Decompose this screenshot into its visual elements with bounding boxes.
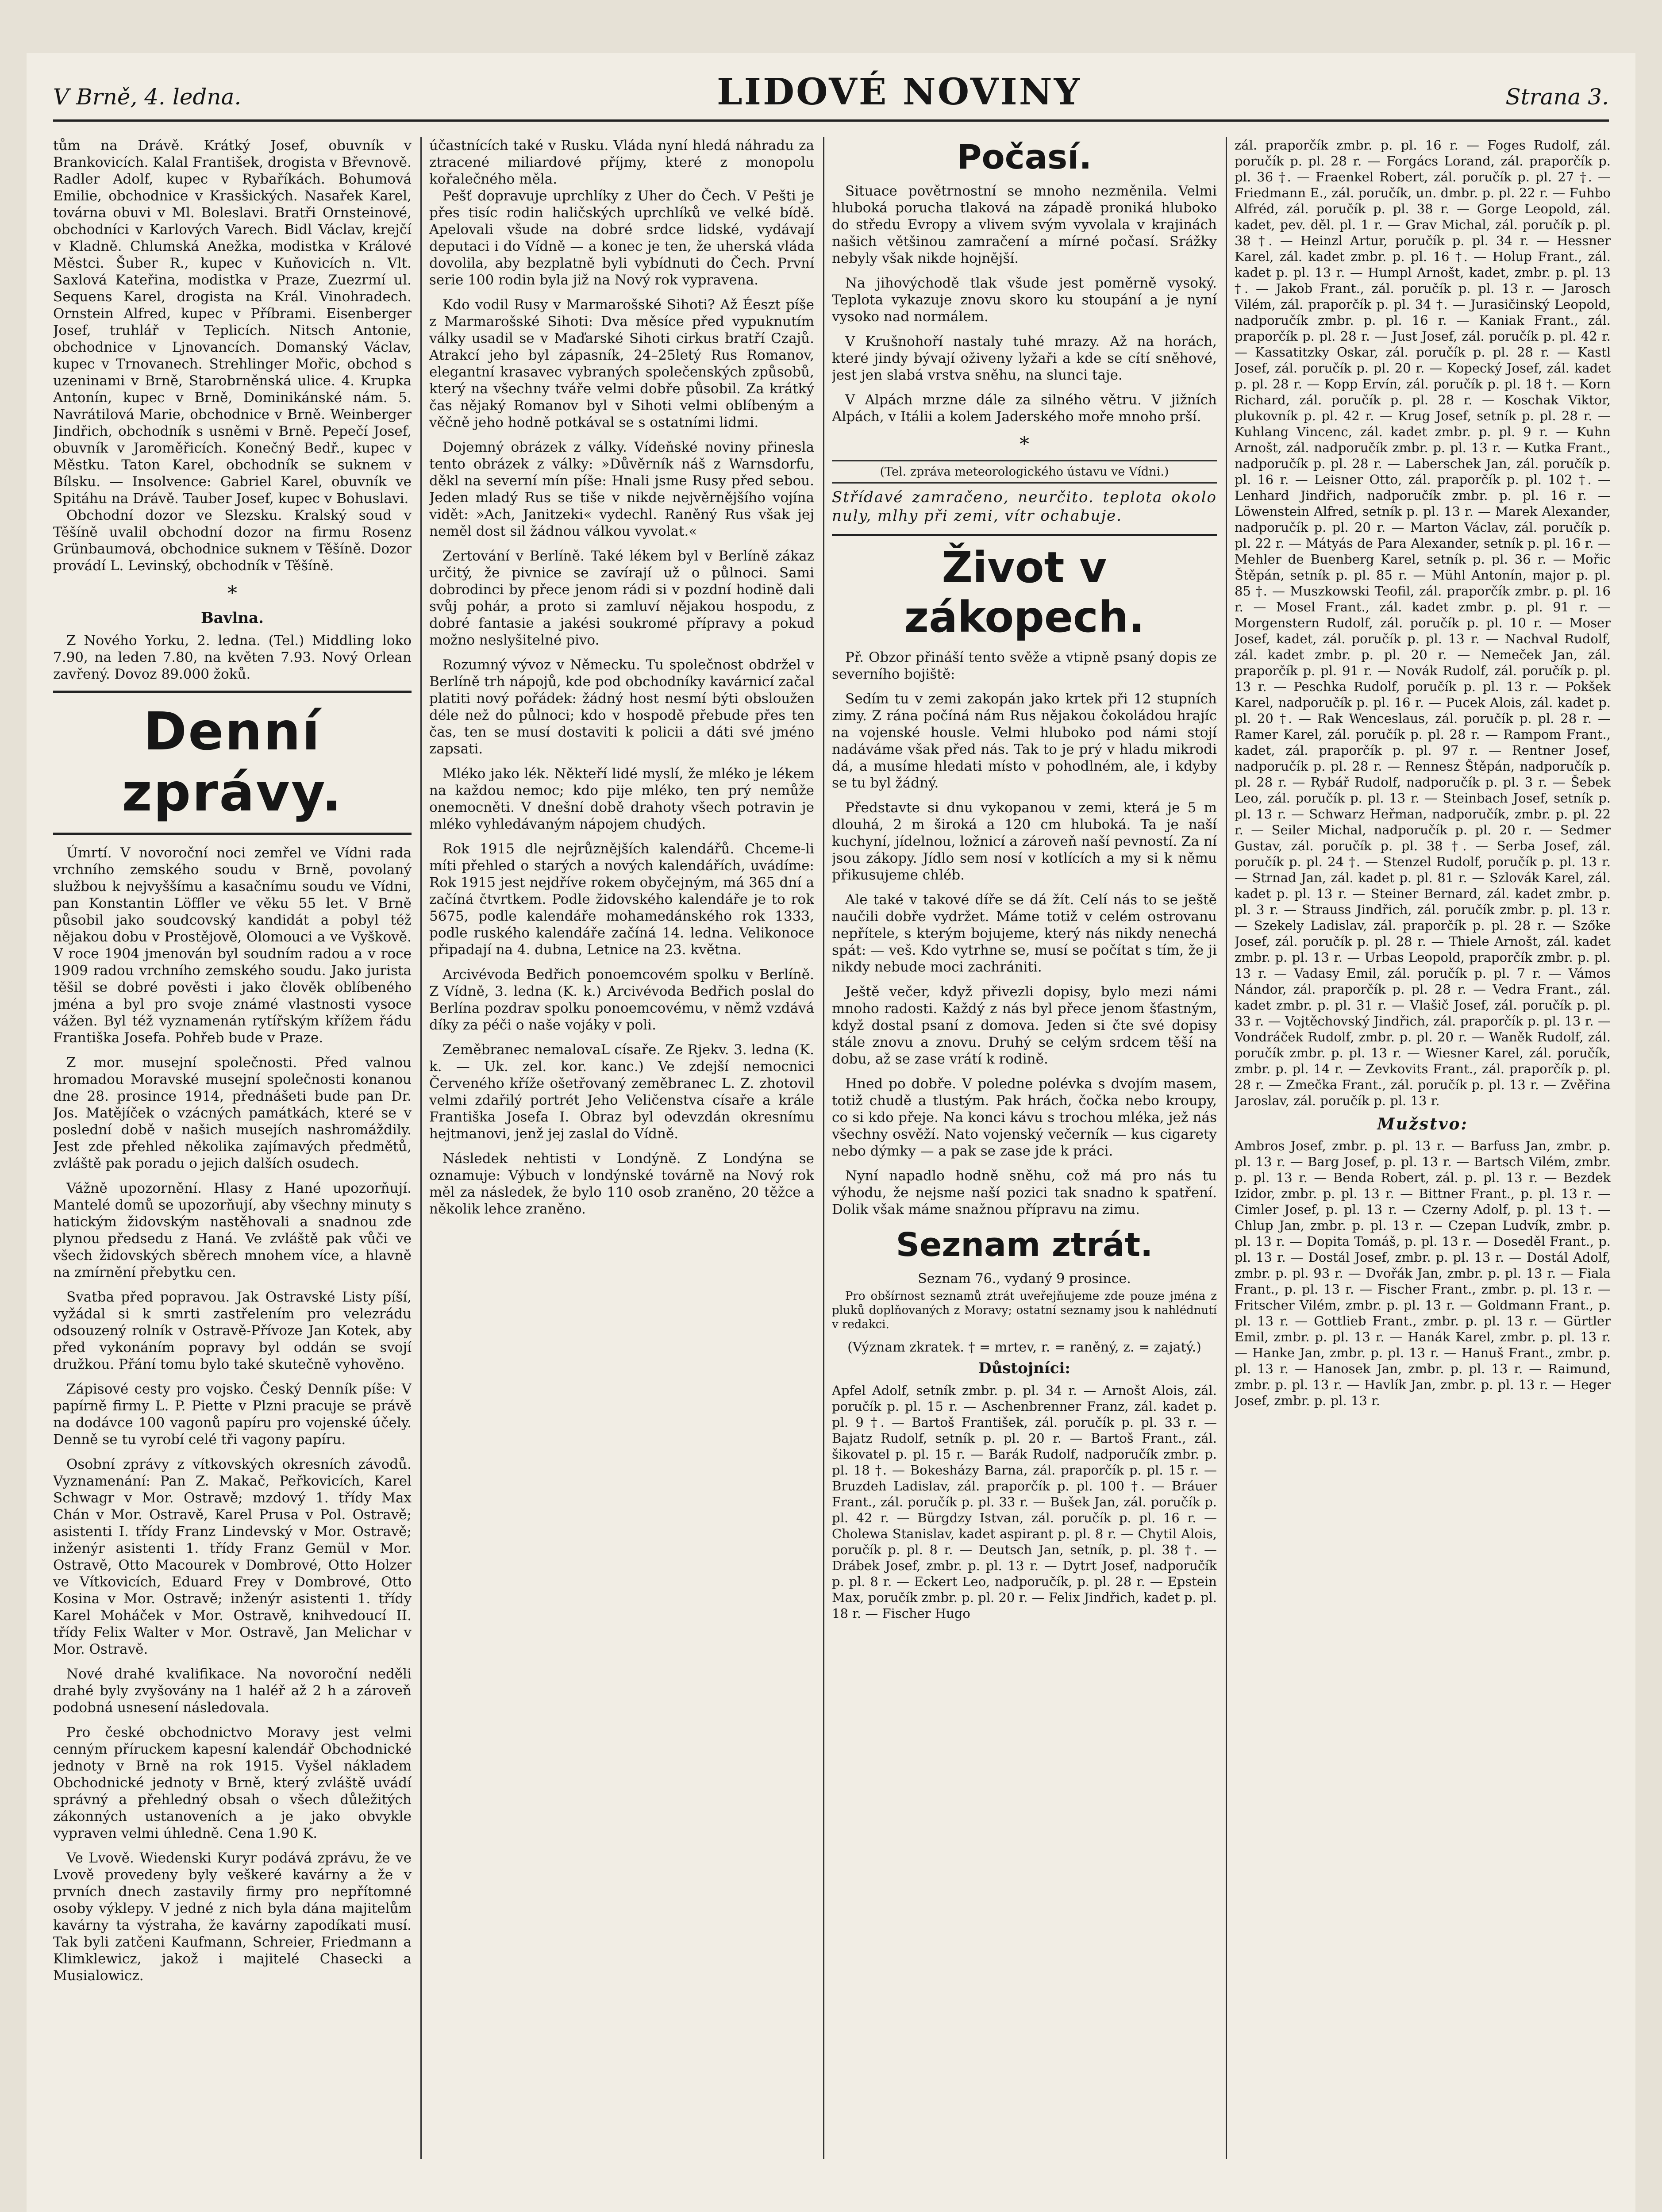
article-london: Následek nehtisti v Londýně. Z Londýna se oznamuje: Výbuch v londýnské továrně na Nový rok měl za následek, že bylo 110 osob zraněno, 20 těžce a několik lehce zraněno. [429,1151,814,1217]
article-portrait: Zeměbranec nemalovaL císaře. Ze Rjekv. 3. ledna (K. k. — Uk. zel. kor. kanc.) Ve zdejší nemocnici Červeného kříže ošetřovaný zeměbranec L. Z. zhotovil velmi zdařilý portrét Jeho Veličenstva císaře a krále Františka Josefa I. Obraz byl odevzdán okresnímu hejtmanovi, jenž jej zaslal do Vídně. [429,1042,814,1142]
casualty-list-number: Seznam 76., vydaný 9 prosince. [918,1271,1131,1286]
weather-krusne: V Krušnohoří nastaly tuhé mrazy. Až na horách, které jindy bývají oživeny lyžaři a kde se cítí sněhové, jest jen slabá vrstva sněhu, na slunci taje. [832,334,1217,383]
officers-list: Apfel Adolf, setník zmbr. p. pl. 34 r. — Arnošt Alois, zál. poručík p. pl. 15 r. — Aschenbrenner Franz, zál. kadet p. pl. 9 †. — Bartoš František, zál. poručík p. pl. 33 r. — Bajatz Rudolf, setník p. pl. 20 r. — Bartoš Frant., zál. šikovatel p. pl. 15 r. — Barák Rudolf, nadporučík zmbr. p. pl. 18 †. — Bokesházy Barna, zál. praporčík p. pl. 15 r. — Bruzdeh Ladislav, zál. praporčík p. pl. 100 †. — Bráuer Frant., zál. poručík p. pl. 33 r. — Bušek Jan, zál. poručík p. pl. 42 r. — Bürgdzy Istvan, zál. poručík p. pl. 16 r. — Cholewa Stanislav, kadet aspirant p. pl. 8 r. — Chytil Alois, poručík p. pl. 8 r. — Deutsch Jan, setník, p. pl. 38 †. — Drábek Josef, zmbr. p. pl. 13 r. — Dytrt Josef, nadporučík p. pl. 8 r. — Eckert Leo, nadporučík, p. pl. 28 r. — Epstein Max, poručík zmbr. p. pl. 20 r. — Felix Jindřich, kadet p. pl. 18 r. — Fischer Hugo [832,1383,1217,1621]
article-year-1915: Rok 1915 dle nejrůznějších kalendářů. Chceme-li míti přehled o starých a nových kalendářích, uvádíme: Rok 1915 jest nejdříve rokem obyčejným, má 365 dní a začíná čtvrtkem. Podle židovského kalendáře je to rok 5675, podle kalendáře mohamedánského rok 1333, podle ruského kalendáře začíná 14. ledna. Velikonoce připadají na 4. dubna, Letnice na 23. května. [429,841,814,958]
weather-southeast: Na jihovýchodě tlak všude jest poměrně vysoký. Teplota vykazuje znovu skoro ku stoupání a je nyní vysoko nad normálem. [832,275,1217,325]
place-date: V Brně, 4. ledna. [53,84,242,110]
article-tram: Nové drahé kvalifikace. Na novoroční neděli drahé byly zvyšovány na 1 haléř až 2 h a zároveň podobná usnesení následovala. [53,1666,412,1716]
article-supervision: Obchodní dozor ve Slezsku. Kralský soud v Těšíně uvalil obchodní dozor na firmu Rosenz Grünbaumová, obchodnice suknem v Těšíně. Dozor provádí L. Levinský, obchodník v Těšíně. [53,507,412,574]
article-continuation: účastnících také v Rusku. Vláda nyní hledá náhradu za ztracené miliardové příjmy, které z monopolu kořalečného měla. [429,138,814,187]
article-refugees: Pešť dopravuje uprchlíky z Uher do Čech. V Pešti je přes tisíc rodin haličských uprchlíků ve velké bídě. Apelovali všude na dobré srdce lidské, vydávají deputaci i do Vídně — a konec je ten, že uherská vláda dovolila, aby bezplatně byli vybídnuti do Čech. První serie 100 rodin byla již na Nový rok vypravena. [429,188,814,288]
article-milk: Mléko jako lék. Někteří lidé myslí, že mléko je lékem na každou nemoc; kdo pije mléko, ten prý nemůže onemocněti. V dnešní době drahoty všech potravin je mléko vyhledávaným nápojem chudých. [429,766,814,832]
article-calendar: Pro české obchodnictvo Moravy jest velmi cenným příruckem kapesní kalendář Obchodnické jednoty v Brně na rok 1915. Vyšel nákladem Obchodnické jednoty v Brně, který zvláště uvádí správný a přehledný obsah o všech důležitých zákonných ustanoveních a je jako obvykle vypraven velmi úhledně. Cena 1.90 K. [53,1724,412,1841]
trench-paragraph: Nyní napadlo hodně sněhu, což má pro nás tu výhodu, že nejsme naší pozici tak snadno k spatření. Dolik však máme snažnou přípravu na zimu. [832,1168,1217,1217]
bankruptcy-list: tům na Drávě. Krátký Josef, obuvník v Brankovicích. Kalal František, drogista v Břevnově. Radler Adolf, kupec v Rybaříkách. Bohumová Emilie, obchodnice v Krasšických. Nasařek Karel, továrna obuvi v Ml. Boleslavi. Bratři Ornsteinové, obchodníci v Karlových Varech. Bidl Václav, krejčí v Kladně. Chlumská Anežka, modistka v Králové Městci. Šuber R., kupec v Kuňovicích n. Vlt. Saxlová Kateřina, modistka v Praze, Zuezrmí ul. Sequens Karel, drogista na Král. Vinohradech. Ornstein Alfred, kupec v Příbrami. Eisenberger Josef, truhlář v Teplicích. Nitsch Antonie, obchodnice v Ljnovancích. Domanský Václav, kupec v Trnovanech. Strehlinger Mořic, obchod s uzeninami v Brně, Starobrněnská ulice. 4. Krupka Antonín, kupec v Brně, Dominikánské nám. 5. Navrátilová Marie, obchodnice v Brně. Weinberger Jindřich, obchodník s usněmi v Brně. Pepečí Josef, obuvník v Jaroměřicích. Konečný Bedř., kupec v Městku. Taton Karel, obchodník se suknem v Bílsku. — Insolvence: Gabriel Karel, obuvník ve Spitáhu na Drávě. Tauber Josef, kupec v Bohuslavi. [53,138,412,507]
trench-paragraph: Sedím tu v zemi zakopán jako krtek při 12 stupních zimy. Z rána počíná nám Rus nějakou čokoládou hrajíc na vojenské housle. Velmi hluboko pod námi stojí nadáváme však před nás. Tak to je prý v hladu mikrodi dá, a musíme hledati místo v pohodlném, ale, i kdyby se tu byl žádný. [832,691,1217,791]
article-archduke: Arcivévoda Bedřich ponoemcovém spolku v Berlíně. Z Vídně, 3. ledna (K. k.) Arcivévoda Bedřich poslal do Berlína pozdrav spolku ponoemcovému, v němž vzdává díky za péči o naše vojáky v poli. [429,967,814,1033]
trench-intro: Př. Obzor přináší tento svěže a vtipně psaný dopis ze severního bojiště: [832,649,1217,682]
column-rule [420,137,422,2159]
officers-heading: Důstojníci: [978,1359,1070,1377]
weather-source: (Tel. zpráva meteorologického ústavu ve Vídni.) [832,460,1217,484]
newspaper-title: LIDOVÉ NOVINY [717,71,1082,113]
article-germany: Rozumný vývoz v Německu. Tu společnost obdržel v Berlíně trh nápojů, kde pod obchodníky kavárnicí začal platiti nový pořádek: žádný host nesmí býti obsloužen déle než do půlnoci; kdo v hospodě přebude přes ten čas, ten se musí dostaviti k policii a dáti své jméno zapsati. [429,657,814,757]
trench-paragraph: Hned po dobře. V poledne polévka s dvojím masem, totiž chudě a tlustým. Pak hrách, čočka nebo kroupy, co si kdo přeje. Na konci kávu s trochou mléka, jež nás všechny osvěží. Nato vojenský večerník — kus cigarety nebo dýmky — a pak se zase jde k práci. [832,1076,1217,1159]
article-marmaros: Kdo vodil Rusy v Marmarošské Sihoti? Až Éeszt píše z Marmarošské Sihoti: Dva měsíce před vypuknutím války usadil se v Maďarské Sihoti cirkus bratří Czajů. Atrakcí jeho byl zápasník, 24–25letý Rus Romanov, elegantní krasavec vybraných společenských způsobů, který na všechny tváře velmi dobře působil. Za krátký čas nějaký Romanov byl v Sihoti velmi oblíbeným a věčně jeho hodně potkával se s ostatními lidmi. [429,297,814,430]
soldiers-list: Ambros Josef, zmbr. p. pl. 13 r. — Barfuss Jan, zmbr. p. pl. 13 r. — Barg Josef, p. pl. 13 r. — Bartsch Vilém, zmbr. p. pl. 13 r. — Benda Robert, zál. p. pl. 13 r. — Bezdek Izidor, zmbr. p. pl. 13 r. — Bittner Frant., p. pl. 13 r. — Cimler Josef, p. pl. 13 r. — Czerny Adolf, p. pl. 13 †. — Chlup Jan, zmbr. p. pl. 13 r. — Czepan Ludvík, zmbr. p. pl. 13 r. — Dopita Tomáš, p. pl. 13 r. — Doseděl Frant., p. pl. 13 r. — Dostál Josef, zmbr. p. pl. 13 r. — Dostál Adolf, zmbr. p. pl. 93 r. — Dvořák Jan, zmbr. p. pl. 13 r. — Fiala Frant., p. pl. 13 r. — Fischer Frant., zmbr. p. pl. 13 r. — Fritscher Vilém, zmbr. p. pl. 13 r. — Goldmann Frant., p. pl. 13 r. — Gottlieb Frant., zmbr. p. pl. 13 r. — Gürtler Emil, zmbr. p. pl. 13 r. — Hanák Karel, zmbr. p. pl. 13 r. — Hanke Jan, zmbr. p. pl. 13 r. — Hanuš Frant., zmbr. p. pl. 13 r. — Hanosek Jan, zmbr. p. pl. 13 r. — Raimund, zmbr. p. pl. 13 r. — Havlík Jan, zmbr. p. pl. 13 r. — Heger Josef, zmbr. p. pl. 13 r. [1235,1138,1611,1408]
column-4 [1235,137,1611,2097]
article-berlin: Zertování v Berlíně. Také lékem byl v Berlíně zákaz určitý, že pivnice se zavírají už o půlnoci. Sami dobrodinci by přece jenom rádi si v pozdní hodině dali svůj pohár, a proto si zamluví nějakou hospodu, z dobré fantasie a jakési soukromé přípravy a pokud možno neslyšitelné pivo. [429,548,814,648]
trench-paragraph: Ještě večer, když přivezli dopisy, bylo mezi námi mnoho radosti. Každý z nás byl přece jenom šťastným, když dostal psaní z domova. Jeden si čte své dopisy stále znovu a znovu. Druhý se celým srdcem těší na dobu, až se zase vrátí k rodině. [832,984,1217,1067]
article-warning: Vážně upozornění. Hlasy z Hané upozorňují. Mantelé domů se upozorňují, aby všechny minuty s hatickým židovským nastěhovali a snadnou zde plynou předsedu z Haná. Ve zvláště pak vůči ve všech židovských sběrech mnohem více, a hlavně na zmírnění přebytku cen. [53,1180,412,1280]
trench-life-heading: Život v zákopech. [832,534,1217,642]
article-war-picture: Dojemný obrázek z války. Vídeňské noviny přinesla tento obrázek z války: »Důvěrník náš z Warnsdorfu, děkl na severní mín píše: Hnali jsme Rusy před sebou. Jeden mladý Rus se tiše v nikde nejvěrnějšího vojína vidět: »Ach, Janitzeki« vydechl. Raněný Rus však jej neměl dost sil žádnou válkou vyvolat.« [429,439,814,539]
column-1 [53,137,412,2159]
article-lvov: Ve Lvově. Wiedenski Kuryr podává zprávu, že ve Lvově provedeny byly veškeré kavárny a že v prvních dnech zastavily firmy pro nepřítomné osoby výklepy. V jedné z nich byla dána majitelům kavárny ta výstraha, že kavárny zapodíkati musí. Tak byli zatčeni Kaufmann, Schreier, Friedmann a Klimklewicz, jakož i majitelé Chasecki a Musialowicz. [53,1850,412,1984]
weather-situation: Situace povětrnostní se mnoho nezměnila. Velmi hluboká porucha tlaková na západě proniká hluboko do středu Evropy a vlivem svým vyvolala v krajinách našich většinou zamračení a mírné počasí. Srážky nebyly však nikde hojnější. [832,183,1217,266]
article-paper-mill: Zápisové cesty pro vojsko. Český Denník píše: V papírně firmy L. P. Piette v Plzni pracuje se právě na dodávce 100 vagonů papíru pro vojenské účely. Denně se tu vyrobí celé tři vagony papíru. [53,1381,412,1448]
separator-asterisk: * [1020,433,1029,456]
masthead-rule [53,119,1609,122]
article-wedding: Svatba před popravou. Jak Ostravské Listy píší, vyžádal si k smrti zastřelením pro velezrádu odsouzený rolník v Ostravě-Přívoze Jan Kotek, aby před vykonáním popravy byl oddán se svojí družkou. Přání tomu bylo také skutečně vyhověno. [53,1289,412,1372]
trench-paragraph: Představte si dnu vykopanou v zemi, která je 5 m dlouhá, 2 m široká a 120 cm hluboká. Ta je naší kuchyní, jídelnou, ložnicí a zároveň naší pevností. Za ní jsou zákopy. Jídlo sem nosí v kotlících a my si k němu přikusujeme chléb. [832,800,1217,883]
column-rule [1226,137,1227,2159]
cotton-report: Z Nového Yorku, 2. ledna. (Tel.) Middling loko 7.90, na leden 7.80, na květen 7.93. Nový Orlean zavřený. Dovoz 89.000 žoků. [53,633,412,682]
article-museum-society: Z mor. musejní společnosti. Před valnou hromadou Moravské musejní společnosti konanou dne 28. prosince 1914, přednášeti bude pan Dr. Jos. Matějíček o vzácných památkách, které se v poslední době v našich musejích nashromáždily. Jest zde přehled několika zajímavých předmětů, zvláště pak poradu o jejich dalších osudech. [53,1055,412,1171]
column-rule [823,137,824,2159]
column-3 [832,137,1217,2159]
article-obituary: Úmrtí. V novoroční noci zemřel ve Vídni rada vrchního zemského soudu v Brně, povolaný službou k nejvyššímu a kasačnímu soudu ve Vídni, pan Konstantin Löffler ve věku 55 let. V Brně působil jako soudcovský kandidát a pobyl též nějakou dobu v Prostějově, Olomouci a ve Vyškově. V roce 1904 jmenován byl soudním radou a v roce 1909 radou vrchního zemského soudu. Jako jurista těšil se dobré pověsti i jako člověk oblíbeného jména a byl pro svoje známé vlastnosti vysoce vážen. Byl též vyznamenán rytířským křížem řádu Františka Josefa. Pohřeb bude v Praze. [53,845,412,1046]
cotton-heading: Bavlna. [200,609,264,627]
section-banner-daily-news: Denní zprávy. [53,691,412,835]
page-number: Strana 3. [1505,84,1609,110]
weather-alps: V Alpách mrzne dále za silného větru. V jižních Alpách, v Itálii a kolem Jaderského moře mnoho prší. [832,392,1217,425]
weather-heading: Počasí. [957,137,1092,177]
casualty-note: Pro obšírnost seznamů ztrát uveřejňujeme zde pouze jména z pluků doplňovaných z Moravy; ostatní seznamy jsou k nahlédnutí v redakci. [832,1290,1217,1331]
separator-asterisk: * [227,582,237,605]
casualty-list-heading: Seznam ztrát. [896,1226,1153,1264]
officers-list-continued: zál. praporčík zmbr. p. pl. 16 r. — Foges Rudolf, zál. poručík p. pl. 28 r. — Forgács Lorand, zál. praporčík p. pl. 36 †. — Fraenkel Robert, zál. poručík p. pl. 27 †. — Friedmann E., zál. poručík, un. dmbr. p. pl. 22 r. — Fuhbo Alfréd, zál. poručík p. pl. 38 r. — Gorge Leopold, zál. kadet, pev. děl. pl. 1 r. — Grav Michal, zál. poručík p. pl. 38 †. — Heinzl Artur, poručík p. pl. 34 r. — Hessner Karel, zál. kadet zmbr. p. pl. 16 †. — Holup Frant., zál. kadet p. pl. 13 r. — Humpl Arnošt, kadet, zmbr. p. pl. 13 †. — Jakob Frant., zál. poručík p. pl. 13 r. — Jarosch Vilém, zál. praporčík p. pl. 34 †. — Jurasičinský Leopold, nadporučík zmbr. p. pl. 16 r. — Kaniak Frant., zál. praporčík p. pl. 28 r. — Just Josef, zál. poručík p. pl. 42 r. — Kassatitzky Oskar, zál. poručík p. pl. 28 r. — Kastl Josef, zál. poručík p. pl. 20 r. — Kopecký Josef, zál. kadet p. pl. 28 r. — Kopp Ervín, zál. poručík p. pl. 18 †. — Korn Richard, zál. poručík p. pl. 28 r. — Koschak Viktor, plukovník p. pl. 42 r. — Krug Josef, setník p. pl. 28 r. — Kuhlang Vincenc, zál. kadet zmbr. p. pl. 9 r. — Kuhn Arnošt, zál. nadporučík zmbr. p. pl. 13 r. — Kutka Frant., nadporučík p. pl. 28 r. — Laberschek Jan, zál. poručík p. pl. 16 r. — Leisner Otto, zál. praporčík p. pl. 102 †. — Lenhard Jindřich, nadporučík zmbr. p. pl. 16 r. — Löwenstein Alfred, setník p. pl. 13 r. — Marek Alexander, nadporučík p. pl. 20 r. — Marton Václav, zál. poručík p. pl. 22 r. — Mátyás de Para Alexander, setník p. pl. 16 r. — Mehler de Buenberg Karel, setník p. pl. 36 r. — Mořic Štěpán, setník p. pl. 85 r. — Mühl Antonín, major p. pl. 85 †. — Muszkowski Teofil, zál. praporčík zmbr. p. pl. 16 r. — Mosel Frant., zál. kadet zmbr. p. pl. 91 r. — Morgenstern Rudolf, zál. poručík p. pl. 10 r. — Moser Josef, kadet, zál. poručík p. pl. 13 r. — Nachval Rudolf, zál. kadet zmbr. p. pl. 20 r. — Nemeček Jan, zál. praporčík p. pl. 91 r. — Novák Rudolf, zál. poručík p. pl. 13 r. — Peschka Rudolf, poručík p. pl. 13 r. — Pokšek Karel, nadporučík p. pl. 16 r. — Pucek Alois, zál. kadet p. pl. 20 †. — Rak Wenceslaus, zál. poručík p. pl. 28 r. — Ramer Karel, zál. poručík p. pl. 28 r. — Rampom Frant., kadet, zál. praporčík p. pl. 97 r. — Rentner Josef, nadporučík p. pl. 28 r. — Rennesz Štěpán, nadporučík p. pl. 28 r. — Rybář Rudolf, nadporučík p. pl. 3 r. — Šebek Leo, zál. poručík p. pl. 13 r. — Steinbach Josef, setník p. pl. 13 r. — Schwarz Heřman, nadporučík, zmbr. p. pl. 22 r. — Seiler Michal, nadporučík p. pl. 20 r. — Sedmer Gustav, zál. poručík p. pl. 38 †. — Serba Josef, zál. poručík p. pl. 24 †. — Stenzel Rudolf, poručík p. pl. 13 r. — Strnad Jan, zál. kadet p. pl. 81 r. — Szlovák Karel, zál. kadet p. pl. 13 r. — Steiner Bernard, zál. kadet zmbr. p. pl. 3 r. — Strauss Jindřich, zál. poručík zmbr. p. pl. 13 r. — Szekely Ladislav, zál. praporčík p. pl. 28 r. — Szőke Josef, zál. poručík p. pl. 28 r. — Thiele Arnošt, zál. kadet zmbr. p. pl. 13 r. — Urbas Leopold, praporčík zmbr. p. pl. 13 r. — Vadasy Emil, zál. poručík p. pl. 7 r. — Vámos Nándor, zál. praporčík p. pl. 28 r. — Vedra Frant., zál. kadet zmbr. p. pl. 31 r. — Vlašič Josef, zál. poručík p. pl. 33 r. — Vojtěchovský Jindřich, zál. praporčík p. pl. 13 r. — Vondráček Rudolf, zmbr. p. pl. 20 r. — Waněk Rudolf, zál. poručík zmbr. p. pl. 13 r. — Wiesner Karel, zál. poručík, zmbr. p. pl. 14 r. — Zevkovits Frant., zál. praporčík p. pl. 28 r. — Zmečka Frant., zál. poručík p. pl. 13 r. — Zvěřina Jaroslav, zál. poručík p. pl. 13 r. [1235,138,1611,1108]
article-personnel: Osobní zprávy z vítkovských okresních závodů. Vyznamenání: Pan Z. Makač, Peřkovicích, Karel Schwagr v Mor. Ostravě; mzdový 1. třídy Max Chán v Mor. Ostravě, Karel Prusa v Pol. Ostravě; asistenti I. třídy Franz Lindevský v Mor. Ostravě; inženýr asistenti 1. třídy Franz Gemül v Mor. Ostravě, Otto Macourek v Dombrové, Otto Holzer ve Vítkovicích, Eduard Frey v Dombrové, Otto Kosina v Mor. Ostravě; inženýr asistenti 1. třídy Karel Moháček v Mor. Ostravě, knihvedoucí II. třídy Felix Walter v Mor. Ostravě, Jan Melichar v Mor. Ostravě. [53,1456,412,1657]
trench-paragraph: Ale také v takové díře se dá žít. Celí nás to se ještě naučili dobře vydržet. Máme totiž v celém ostrovanu nepřítele, s kterým bojujeme, který nás nikdy nenechá spát: — veš. Kdo vytrhne se, musí se počítat s tím, že ji nikdy nebude moci zachrániti. [832,892,1217,975]
soldiers-heading: Mužstvo: [1377,1115,1468,1133]
abbreviation-legend: (Význam zkratek. † = mrtev, r. = raněný, z. = zajatý.) [847,1340,1201,1355]
masthead [53,62,1609,133]
column-2 [429,137,814,2159]
weather-forecast: Střídavé zamračeno, neurčito. teplota okolo nuly, mlhy při zemi, vítr ochabuje. [832,488,1217,525]
